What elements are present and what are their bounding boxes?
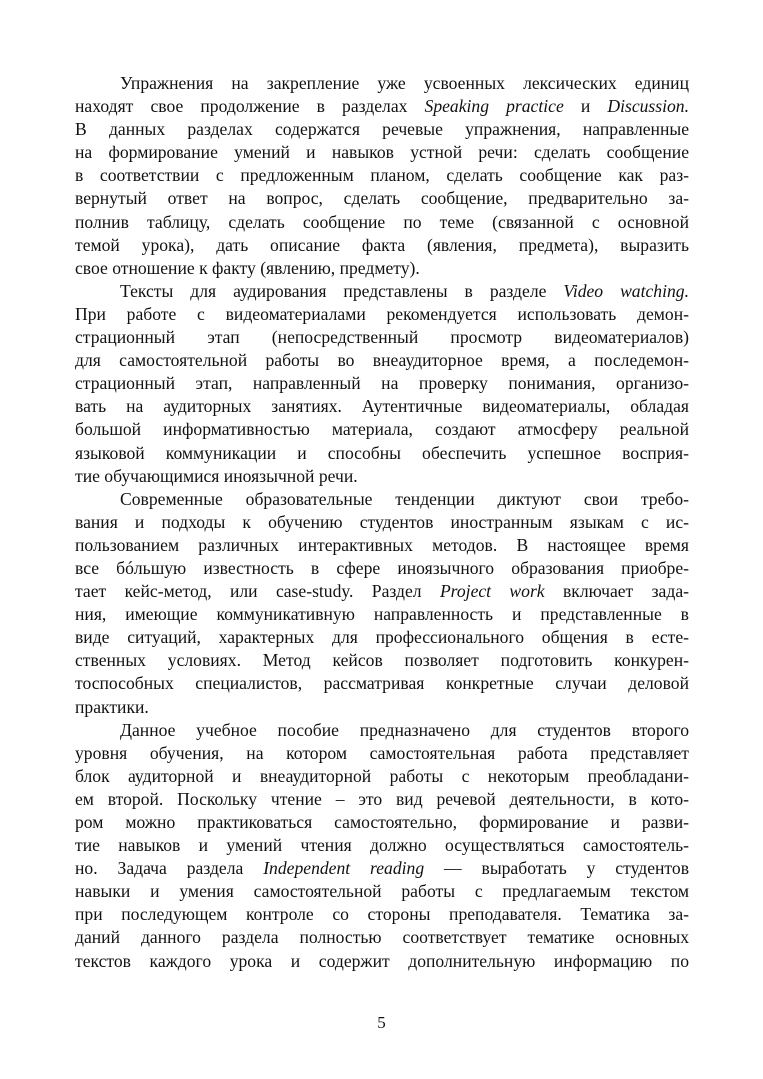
- italic-term: Project work: [439, 581, 545, 602]
- text-segment: навыки и умения самостоятельной работы с предлагаемым текстом: [75, 881, 689, 902]
- text-segment: находят свое продолжение в разделах: [75, 96, 425, 117]
- text-segment: вернутый ответ на вопрос, сделать сообщение, предварительно за-: [75, 188, 689, 209]
- text-line: [75, 349, 689, 372]
- text-line: [75, 95, 689, 118]
- text-line: [75, 211, 689, 234]
- text-line: [75, 950, 689, 973]
- text-segment: свое отношение к факту (явлению, предмету).: [75, 257, 420, 278]
- text-segment: и: [563, 96, 608, 117]
- paragraph: [75, 488, 689, 719]
- text-line: [75, 926, 689, 949]
- text-segment: языковой коммуникации и способны обеспечить успешное восприя-: [75, 442, 689, 463]
- text-line: [75, 834, 689, 857]
- body-text: [75, 72, 689, 973]
- italic-term: Video watching.: [563, 280, 689, 301]
- text-line: [75, 418, 689, 441]
- text-line: [75, 857, 689, 880]
- text-line: [75, 141, 689, 164]
- text-segment: страционный этап (непосредственный просмотр видеоматериалов): [75, 327, 689, 348]
- text-segment: блок аудиторной и внеаудиторной работы с некоторым преобладани-: [75, 765, 689, 786]
- text-segment: Данное учебное пособие предназначено для студентов второго: [120, 719, 689, 740]
- text-segment: — выработать у студентов: [424, 858, 689, 879]
- text-segment: страционный этап, направленный на проверку понимания, организо-: [75, 373, 689, 394]
- text-line: [75, 234, 689, 257]
- text-line: [75, 303, 689, 326]
- text-line: [75, 626, 689, 649]
- text-segment: Тексты для аудирования представлены в разделе: [120, 280, 564, 301]
- text-segment: тие обучающимися иноязычной речи.: [75, 465, 358, 486]
- text-line: [75, 72, 689, 95]
- italic-term: Discussion.: [607, 96, 689, 117]
- text-line: [75, 442, 689, 465]
- text-line: [75, 557, 689, 580]
- text-segment: вания и подходы к обучению студентов иностранным языкам с ис-: [75, 511, 689, 532]
- text-segment: при последующем контроле со стороны преподавателя. Тематика за-: [75, 904, 689, 925]
- text-line: [75, 187, 689, 210]
- text-line: [75, 280, 689, 303]
- text-line: [75, 511, 689, 534]
- text-segment: даний данного раздела полностью соответствует тематике основных: [75, 927, 689, 948]
- text-segment: ственных условиях. Метод кейсов позволяет подготовить конкурен-: [75, 650, 689, 671]
- text-line: [75, 672, 689, 695]
- paragraph: [75, 280, 689, 488]
- text-line: [75, 649, 689, 672]
- text-segment: ром можно практиковаться самостоятельно, формирование и разви-: [75, 812, 689, 832]
- text-line: [75, 164, 689, 187]
- text-segment: на формирование умений и навыков устной речи: сделать сообщение: [75, 142, 689, 163]
- text-segment: тоспособных специалистов, рассматривая конкретные случаи деловой: [75, 673, 689, 694]
- text-line: [75, 534, 689, 557]
- text-segment: Упражнения на закрепление уже усвоенных лексических единиц: [120, 73, 689, 93]
- text-line: [75, 580, 689, 603]
- text-segment: текстов каждого урока и содержит дополнительную информацию по: [75, 950, 689, 971]
- text-segment: пользованием различных интерактивных методов. В настоящее время: [75, 534, 689, 555]
- text-segment: полнив таблицу, сделать сообщение по теме (связанной с основной: [75, 211, 689, 232]
- text-line: [75, 903, 689, 926]
- text-segment: виде ситуаций, характерных для профессионального общения в есте-: [75, 627, 689, 648]
- text-line: [75, 788, 689, 811]
- text-line: [75, 372, 689, 395]
- text-segment: уровня обучения, на котором самостоятельная работа представляет: [75, 742, 689, 763]
- text-line: [75, 257, 689, 280]
- page-number: 5: [377, 1013, 386, 1032]
- text-segment: ем второй. Поскольку чтение – это вид речевой деятельности, в кото-: [75, 788, 689, 809]
- text-segment: все бóльшую известность в сфере иноязычного образования приобре-: [75, 557, 689, 578]
- text-segment: но. Задача раздела: [75, 858, 264, 879]
- text-segment: Современные образовательные тенденции диктуют свои требо-: [120, 488, 689, 509]
- text-line: [75, 488, 689, 511]
- text-line: [75, 811, 689, 834]
- text-line: [75, 742, 689, 765]
- text-segment: практики.: [75, 696, 149, 717]
- text-segment: в соответствии с предложенным планом, сделать сообщение как раз-: [75, 165, 689, 186]
- text-line: [75, 765, 689, 788]
- text-line: [75, 465, 689, 488]
- text-segment: для самостоятельной работы во внеаудиторное время, а последемон-: [75, 350, 689, 371]
- text-line: [75, 603, 689, 626]
- text-line: [75, 395, 689, 418]
- text-segment: При работе с видеоматериалами рекомендуется использовать демон-: [75, 303, 689, 324]
- paragraph: [75, 72, 689, 280]
- text-segment: тает кейс-метод, или case-study. Раздел: [75, 581, 440, 602]
- text-line: [75, 326, 689, 349]
- paragraph: [75, 719, 689, 973]
- text-segment: большой информативностью материала, создают атмосферу реальной: [75, 419, 689, 440]
- italic-term: Speaking practice: [424, 96, 564, 117]
- text-segment: тие навыков и умений чтения должно осуществляться самостоятель-: [75, 835, 689, 856]
- text-line: [75, 880, 689, 903]
- text-line: [75, 118, 689, 141]
- text-segment: темой урока), дать описание факта (явления, предмета), выразить: [75, 234, 689, 255]
- text-segment: В данных разделах содержатся речевые упражнения, направленные: [75, 119, 689, 140]
- text-segment: ния, имеющие коммуникативную направленность и представленные в: [75, 604, 689, 625]
- text-segment: включает зада-: [544, 581, 689, 602]
- italic-term: Independent reading: [263, 858, 425, 879]
- text-line: [75, 696, 689, 719]
- text-segment: вать на аудиторных занятиях. Аутентичные видеоматериалы, обладая: [75, 396, 689, 417]
- text-line: [75, 719, 689, 742]
